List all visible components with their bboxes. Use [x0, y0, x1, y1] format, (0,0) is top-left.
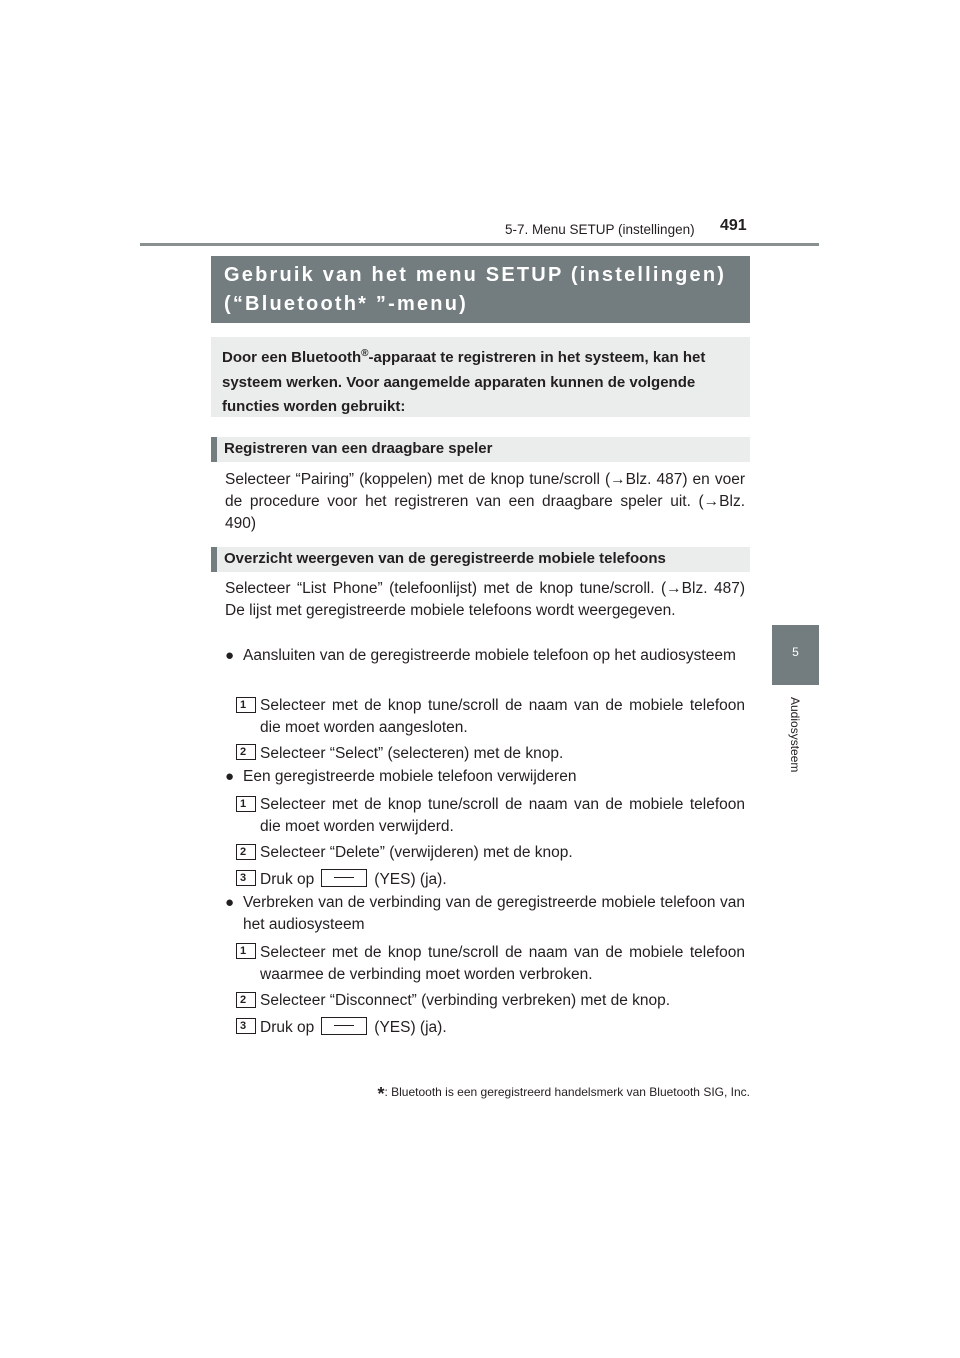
section-text-list-phones: Selecteer “List Phone” (telefoonlijst) met de knop tune/scroll. (→Blz. 487) De lijst met geregistreerde mobiele telefoons wordt weergegeven. [225, 580, 745, 619]
list-item [225, 645, 745, 667]
step-text: Selecteer “Select” (selecteren) met de knop. [260, 745, 564, 762]
footnote [320, 1084, 750, 1105]
step-number: 1 [236, 796, 256, 812]
group-title: Een geregistreerde mobiele telefoon verwijderen [243, 768, 577, 785]
dash-key-icon [321, 1017, 367, 1035]
footnote-star: * [377, 1084, 385, 1104]
chapter-label: Audiosysteem [788, 697, 802, 773]
step-text-post: (YES) (ja). [374, 1019, 447, 1036]
bullet-icon: ● [225, 768, 235, 785]
step-text: Selecteer met de knop tune/scroll de naam van de mobiele telefoon die moet worden aangesloten. [260, 697, 745, 736]
section-heading-register-player: Registreren van een draagbare speler [211, 437, 750, 462]
page-number: 491 [720, 217, 747, 234]
registered-mark: ® [361, 348, 369, 359]
step-text-post: (YES) (ja). [374, 871, 447, 888]
bullet-icon: ● [225, 647, 235, 664]
step-number: 3 [236, 870, 256, 886]
section-heading-list-phones: Overzicht weergeven van de geregistreerde mobiele telefoons [211, 547, 750, 572]
footnote-text: : Bluetooth is een geregistreerd handelsmerk van Bluetooth SIG, Inc. [384, 1085, 750, 1099]
step-text-pre: Druk op [260, 1019, 315, 1036]
step-text-press-yes [260, 869, 745, 891]
step-number: 2 [236, 992, 256, 1008]
step-number: 2 [236, 744, 256, 760]
step-text: Selecteer “Disconnect” (verbinding verbreken) met de knop. [260, 992, 671, 1009]
step-text: Selecteer met de knop tune/scroll de naam van de mobiele telefoon waarmee de verbinding moet worden verbroken. [260, 944, 745, 983]
page-title [211, 256, 750, 323]
intro-box [211, 337, 750, 417]
section-text-register-player: Selecteer “Pairing” (koppelen) met de knop tune/scroll (→Blz. 487) en voer de procedure voor het registreren van een draagbare speler uit. (→Blz. 490) [225, 471, 745, 532]
group-title: Verbreken van de verbinding van de geregistreerde mobiele telefoon van het audiosysteem [243, 894, 745, 933]
step-number: 1 [236, 697, 256, 713]
step-text-pre: Druk op [260, 871, 315, 888]
step-number: 3 [236, 1018, 256, 1034]
step-number: 2 [236, 844, 256, 860]
step-text: Selecteer met de knop tune/scroll de naam van de mobiele telefoon die moet worden verwijderd. [260, 796, 745, 835]
intro-text-start: Door een Bluetooth [222, 349, 362, 366]
step-text: Selecteer “Delete” (verwijderen) met de knop. [260, 844, 573, 861]
section-breadcrumb: 5-7. Menu SETUP (instellingen) [505, 222, 695, 237]
step-text-press-yes [260, 1017, 745, 1039]
header-rule [140, 243, 819, 246]
page-title-line-2: (“Bluetooth* ”-menu) [224, 293, 468, 315]
group-title: Aansluiten van de geregistreerde mobiele telefoon op het audiosysteem [243, 647, 736, 664]
page-title-line-1: Gebruik van het menu SETUP (instellingen) [224, 264, 727, 286]
bullet-icon: ● [225, 894, 235, 911]
chapter-tab: 5 [772, 625, 819, 685]
step-number: 1 [236, 943, 256, 959]
intro-text-rest: -apparaat te registreren in het systeem, kan het systeem werken. Voor aangemelde apparaten kunnen de volgende functies worden gebruikt: [222, 349, 706, 415]
list-item [225, 892, 745, 936]
dash-key-icon [321, 869, 367, 887]
list-item [225, 766, 745, 788]
